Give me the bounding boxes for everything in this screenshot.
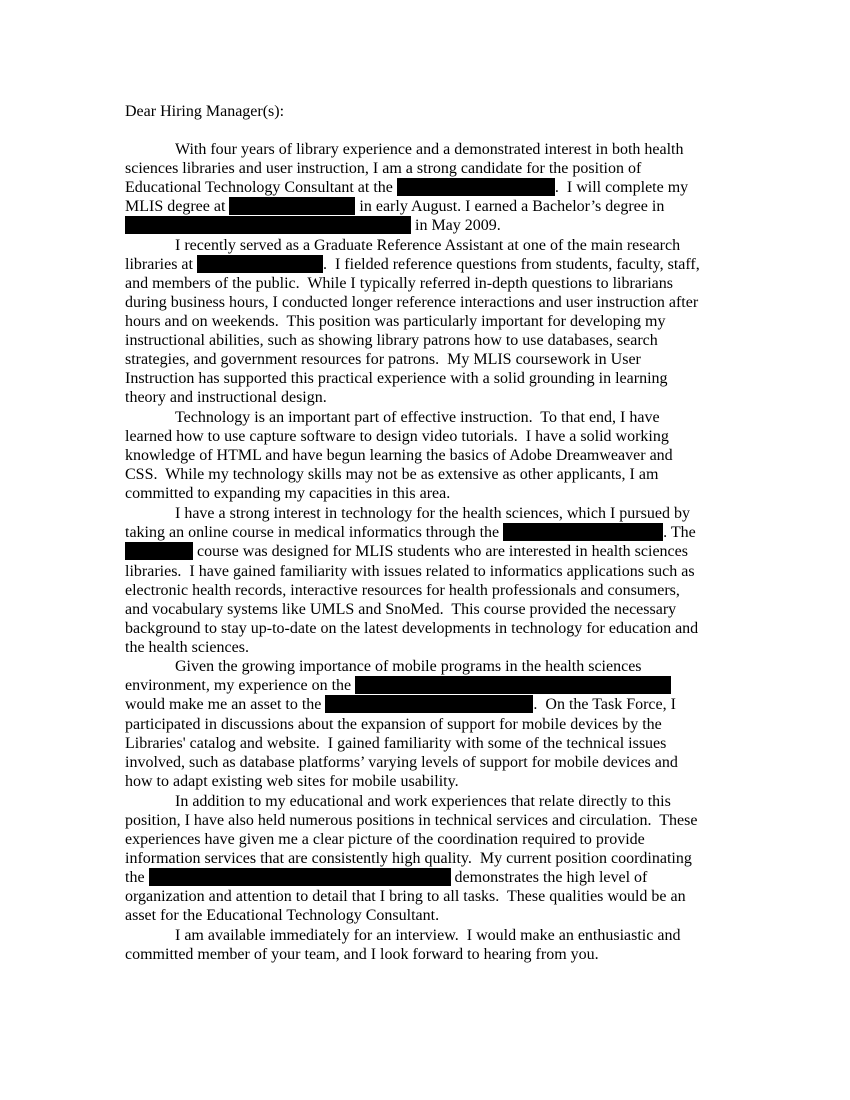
letter-line <box>175 140 684 159</box>
letter-line <box>125 581 680 600</box>
letter-line <box>125 562 695 581</box>
letter-line <box>125 178 688 197</box>
letter-line <box>125 388 327 407</box>
letter-line <box>175 408 660 427</box>
line-text: instructional abilities, such as showing library patrons how to use databases, search <box>125 332 658 349</box>
letter-line <box>125 715 662 734</box>
line-text: MLIS degree at <box>125 198 230 215</box>
line-text: knowledge of HTML and have begun learning the basics of Adobe Dreamweaver and <box>125 447 673 464</box>
line-text: involved, such as database platforms’ varying levels of support for mobile devices and <box>125 754 678 771</box>
line-text: . I fielded reference questions from students, faculty, staff, <box>322 256 700 273</box>
letter-line <box>125 772 459 791</box>
letter-line <box>125 542 688 561</box>
line-text: taking an online course in medical informatics through the <box>125 524 504 541</box>
line-text: information services that are consistently high quality. My current position coordinating <box>125 850 692 867</box>
line-text: . I will complete my <box>554 179 689 196</box>
redaction-block <box>397 178 555 196</box>
line-text: sciences libraries and user instruction, I am a strong candidate for the position of <box>125 160 642 177</box>
letter-line <box>125 523 696 542</box>
letter-line <box>125 216 501 235</box>
letter-line <box>125 849 692 868</box>
line-text: Instruction has supported this practical experience with a solid grounding in learning <box>125 370 668 387</box>
redaction-block <box>355 676 671 694</box>
line-text: Technology is an important part of effective instruction. To that end, I have <box>175 409 660 426</box>
line-text: and vocabulary systems like UMLS and SnoMed. This course provided the necessary <box>125 601 677 618</box>
line-text: background to stay up-to-date on the latest developments in technology for education and <box>125 620 699 637</box>
letter-line <box>125 274 673 293</box>
line-text: learned how to use capture software to design video tutorials. I have a solid working <box>125 428 669 445</box>
line-text: committed member of your team, and I look forward to hearing from you. <box>125 946 599 963</box>
letter-line <box>125 350 641 369</box>
line-text: . The <box>663 524 696 541</box>
line-text: committed to expanding my capacities in this area. <box>125 485 451 502</box>
line-text: and members of the public. While I typically referred in-depth questions to librarians <box>125 275 673 292</box>
line-text: . On the Task Force, I <box>533 696 676 713</box>
line-text: position, I have also held numerous positions in technical services and circulation. These <box>125 812 698 829</box>
letter-line <box>125 159 641 178</box>
letter-line <box>125 446 673 465</box>
redaction-block <box>149 868 451 886</box>
line-text: theory and instructional design. <box>125 389 327 406</box>
line-text: electronic health records, interactive resources for health professionals and consumers, <box>125 582 680 599</box>
line-text: during business hours, I conducted longer reference interactions and user instruction after <box>125 294 699 311</box>
line-text: In addition to my educational and work experiences that relate directly to this <box>175 793 671 810</box>
letter-line <box>125 945 599 964</box>
letter-line <box>175 926 680 945</box>
letter-line <box>125 638 249 657</box>
line-text: experiences have given me a clear picture of the coordination required to provide <box>125 831 645 848</box>
letter-line <box>125 734 666 753</box>
letter-line <box>175 504 690 523</box>
letter-line <box>125 312 666 331</box>
letter-line <box>125 427 669 446</box>
line-text: With four years of library experience and a demonstrated interest in both health <box>175 141 684 158</box>
line-text: in May 2009. <box>411 217 501 234</box>
line-text: CSS. While my technology skills may not be as extensive as other applicants, I am <box>125 466 659 483</box>
line-text: libraries. I have gained familiarity with issues related to informatics applications such as <box>125 563 695 580</box>
line-text: Given the growing importance of mobile programs in the health sciences <box>175 658 642 675</box>
line-text: how to adapt existing web sites for mobile usability. <box>125 773 459 790</box>
redaction-block <box>503 523 663 541</box>
line-text: the health sciences. <box>125 639 249 656</box>
line-text: the <box>125 869 149 886</box>
line-text: I am available immediately for an interview. I would make an enthusiastic and <box>175 927 681 944</box>
line-text: organization and attention to detail that I bring to all tasks. These qualities would be an <box>125 888 686 905</box>
letter-line <box>125 868 647 887</box>
letter-line <box>125 695 676 714</box>
line-text: asset for the Educational Technology Consultant. <box>125 907 440 924</box>
letter-line <box>125 906 439 925</box>
letter-line <box>125 811 697 830</box>
letter-line <box>125 619 698 638</box>
line-text: Libraries' catalog and website. I gained familiarity with some of the technical issues <box>125 735 667 752</box>
letter-line <box>125 484 450 503</box>
redaction-block <box>125 542 193 560</box>
letter-line <box>125 753 678 772</box>
line-text: libraries at <box>125 256 197 273</box>
letter-line <box>125 293 698 312</box>
line-text: I have a strong interest in technology for the health sciences, which I pursued by <box>175 505 690 522</box>
line-text: strategies, and government resources for patrons. My MLIS coursework in User <box>125 351 641 368</box>
letter-line <box>125 255 700 274</box>
line-text: environment, my experience on the <box>125 677 356 694</box>
letter-line <box>125 887 686 906</box>
line-text: Educational Technology Consultant at the <box>125 179 397 196</box>
letter-line <box>175 792 671 811</box>
letter-line <box>125 331 658 350</box>
line-text: I recently served as a Graduate Reference Assistant at one of the main research <box>175 237 681 254</box>
letter-line <box>175 657 642 676</box>
letter-line <box>125 197 664 216</box>
line-text: hours and on weekends. This position was particularly important for developing my <box>125 313 666 330</box>
line-text: demonstrates the high level of <box>450 869 648 886</box>
salutation: Dear Hiring Manager(s): <box>125 103 285 120</box>
line-text: would make me an asset to the <box>125 696 326 713</box>
redaction-block <box>325 695 533 713</box>
line-text: in early August. I earned a Bachelor’s degree in <box>355 198 665 215</box>
letter-line <box>175 236 680 255</box>
letter-line <box>125 676 671 695</box>
redaction-block <box>125 216 411 234</box>
redaction-block <box>197 255 323 273</box>
line-text: course was designed for MLIS students who are interested in health sciences <box>193 543 688 560</box>
letter-line <box>125 830 645 849</box>
letter-line <box>125 369 668 388</box>
letter-line <box>125 465 658 484</box>
redaction-block <box>229 197 355 215</box>
line-text: participated in discussions about the expansion of support for mobile devices by the <box>125 716 662 733</box>
letter-line <box>125 600 676 619</box>
